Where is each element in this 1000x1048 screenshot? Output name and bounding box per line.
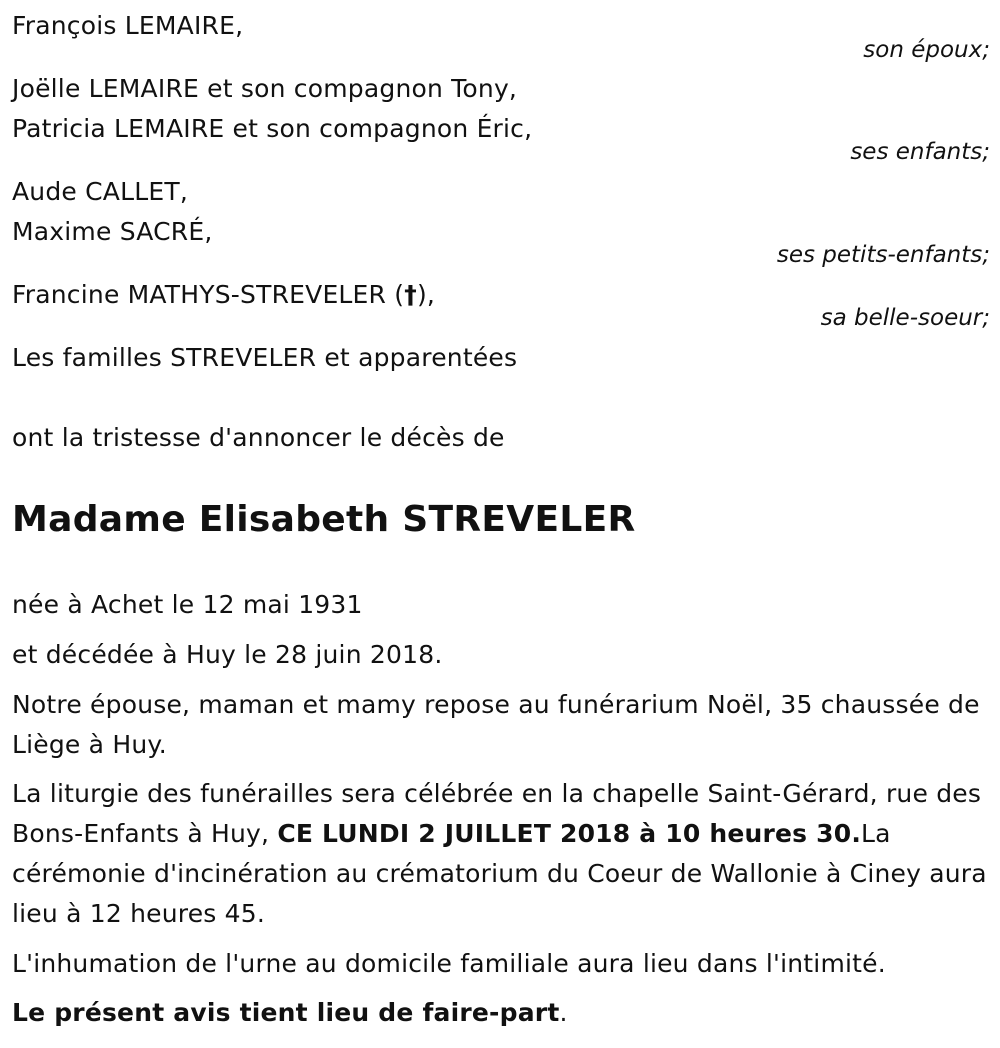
sister-in-law-name bbox=[12, 275, 435, 315]
spouse-name: François LEMAIRE, bbox=[12, 11, 244, 40]
grandchildren-role: ses petits-enfants; bbox=[776, 242, 990, 268]
notice-end: . bbox=[559, 998, 568, 1027]
birth-line: née à Achet le 12 mai 1931 bbox=[12, 590, 363, 619]
sister-in-law-name-end: ), bbox=[416, 280, 436, 309]
liturgy-date-time: CE LUNDI 2 JUILLET 2018 à 10 heures 30. bbox=[277, 819, 862, 848]
deceased-name: Madame Elisabeth STREVELER bbox=[12, 499, 636, 540]
child-name: Joëlle LEMAIRE et son compagnon Tony, bbox=[12, 74, 518, 103]
liturgy-text-1: La liturgie des funérailles sera célébrée en la chapelle Saint-Gérard, rue des Bons-Enfants à Huy, bbox=[12, 779, 982, 848]
grandchild-name: Aude CALLET, bbox=[12, 177, 188, 206]
notice-line bbox=[12, 993, 568, 1033]
child-name: Patricia LEMAIRE et son compagnon Éric, bbox=[12, 114, 533, 143]
deceased-cross-icon: † bbox=[404, 280, 417, 309]
liturgy-paragraph bbox=[12, 774, 987, 934]
grandchild-name: Maxime SACRÉ, bbox=[12, 217, 213, 246]
sister-in-law-name-text: Francine MATHYS-STREVELER ( bbox=[12, 280, 405, 309]
burial-line: L'inhumation de l'urne au domicile familiale aura lieu dans l'intimité. bbox=[12, 949, 886, 978]
sister-in-law-role: sa belle-soeur; bbox=[820, 305, 990, 331]
families-line: Les familles STREVELER et apparentées bbox=[12, 343, 518, 372]
notice-bold: Le présent avis tient lieu de faire-part bbox=[12, 998, 560, 1027]
rest-place-paragraph: Notre épouse, maman et mamy repose au funérarium Noël, 35 chaussée de Liège à Huy. bbox=[12, 690, 980, 759]
children-role: ses enfants; bbox=[850, 139, 990, 165]
announcement-intro: ont la tristesse d'annoncer le décès de bbox=[12, 423, 505, 452]
liturgy-text-2: La cérémonie d'incinération au crématorium du Coeur de Wallonie à Ciney aura lieu à 12 heures 45. bbox=[12, 819, 987, 928]
spouse-role: son époux; bbox=[863, 37, 990, 63]
death-line: et décédée à Huy le 28 juin 2018. bbox=[12, 640, 443, 669]
